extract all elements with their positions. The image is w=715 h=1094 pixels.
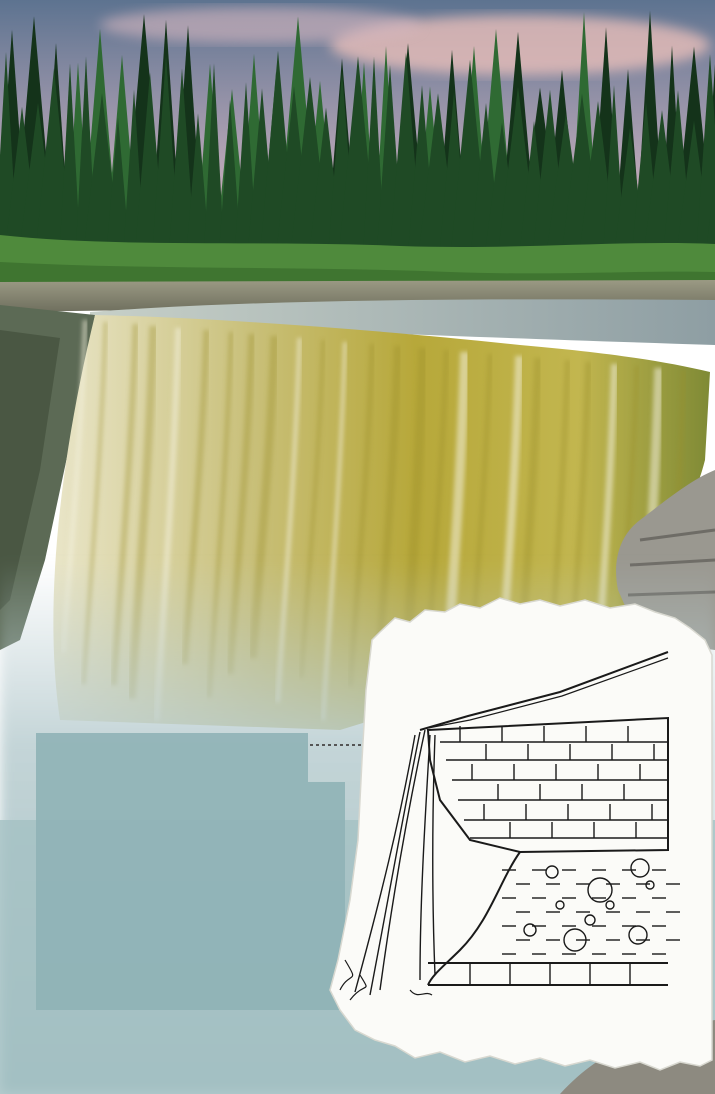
sunset-cloud xyxy=(100,7,420,43)
caption-panel xyxy=(36,733,345,1010)
inset-paper xyxy=(330,598,712,1070)
